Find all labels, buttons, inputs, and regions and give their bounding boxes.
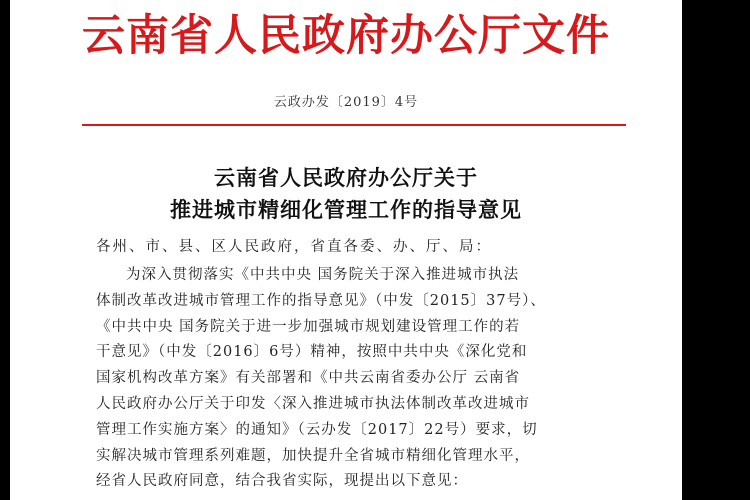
body-line: 人民政府办公厅关于印发〈深入推进城市执法体制改革改进城市 bbox=[96, 395, 530, 412]
document-header: 云南省人民政府办公厅文件 bbox=[82, 11, 610, 61]
document-title bbox=[10, 162, 682, 226]
red-divider-line bbox=[82, 124, 626, 126]
title-line-1: 云南省人民政府办公厅关于 bbox=[214, 165, 478, 190]
document-number: 云政办发〔2019〕4号 bbox=[273, 95, 419, 110]
body-line: 《中共中央 国务院关于进一步加强城市规划建设管理工作的若 bbox=[96, 318, 521, 335]
body-line: 经省人民政府同意，结合我省实际，现提出以下意见： bbox=[96, 473, 468, 490]
body-paragraph bbox=[96, 263, 656, 495]
body-line: 干意见》（中发〔2016〕6号）精神，按照中共中央《深化党和 bbox=[96, 344, 528, 361]
body-line: 体制改革改进城市管理工作的指导意见》（中发〔2015〕37号）、 bbox=[96, 292, 546, 309]
body-line: 实解决城市管理系列难题，加快提升全省城市精细化管理水平， bbox=[96, 447, 530, 464]
body-line: 国家机构改革方案》有关部署和《中共云南省委办公厅 云南省 bbox=[96, 370, 521, 387]
left-black-margin bbox=[0, 0, 10, 322]
body-line: 管理工作实施方案〉的通知》（云办发〔2017〕22号）要求，切 bbox=[96, 421, 538, 438]
body-line: 为深入贯彻落实《中共中央 国务院关于深入推进城市执法 bbox=[126, 267, 520, 283]
title-line-2: 推进城市精细化管理工作的指导意见 bbox=[170, 197, 522, 222]
right-black-margin bbox=[682, 0, 750, 500]
salutation: 各州、市、县、区人民政府，省直各委、办、厅、局： bbox=[96, 239, 492, 255]
document-page bbox=[10, 0, 682, 500]
